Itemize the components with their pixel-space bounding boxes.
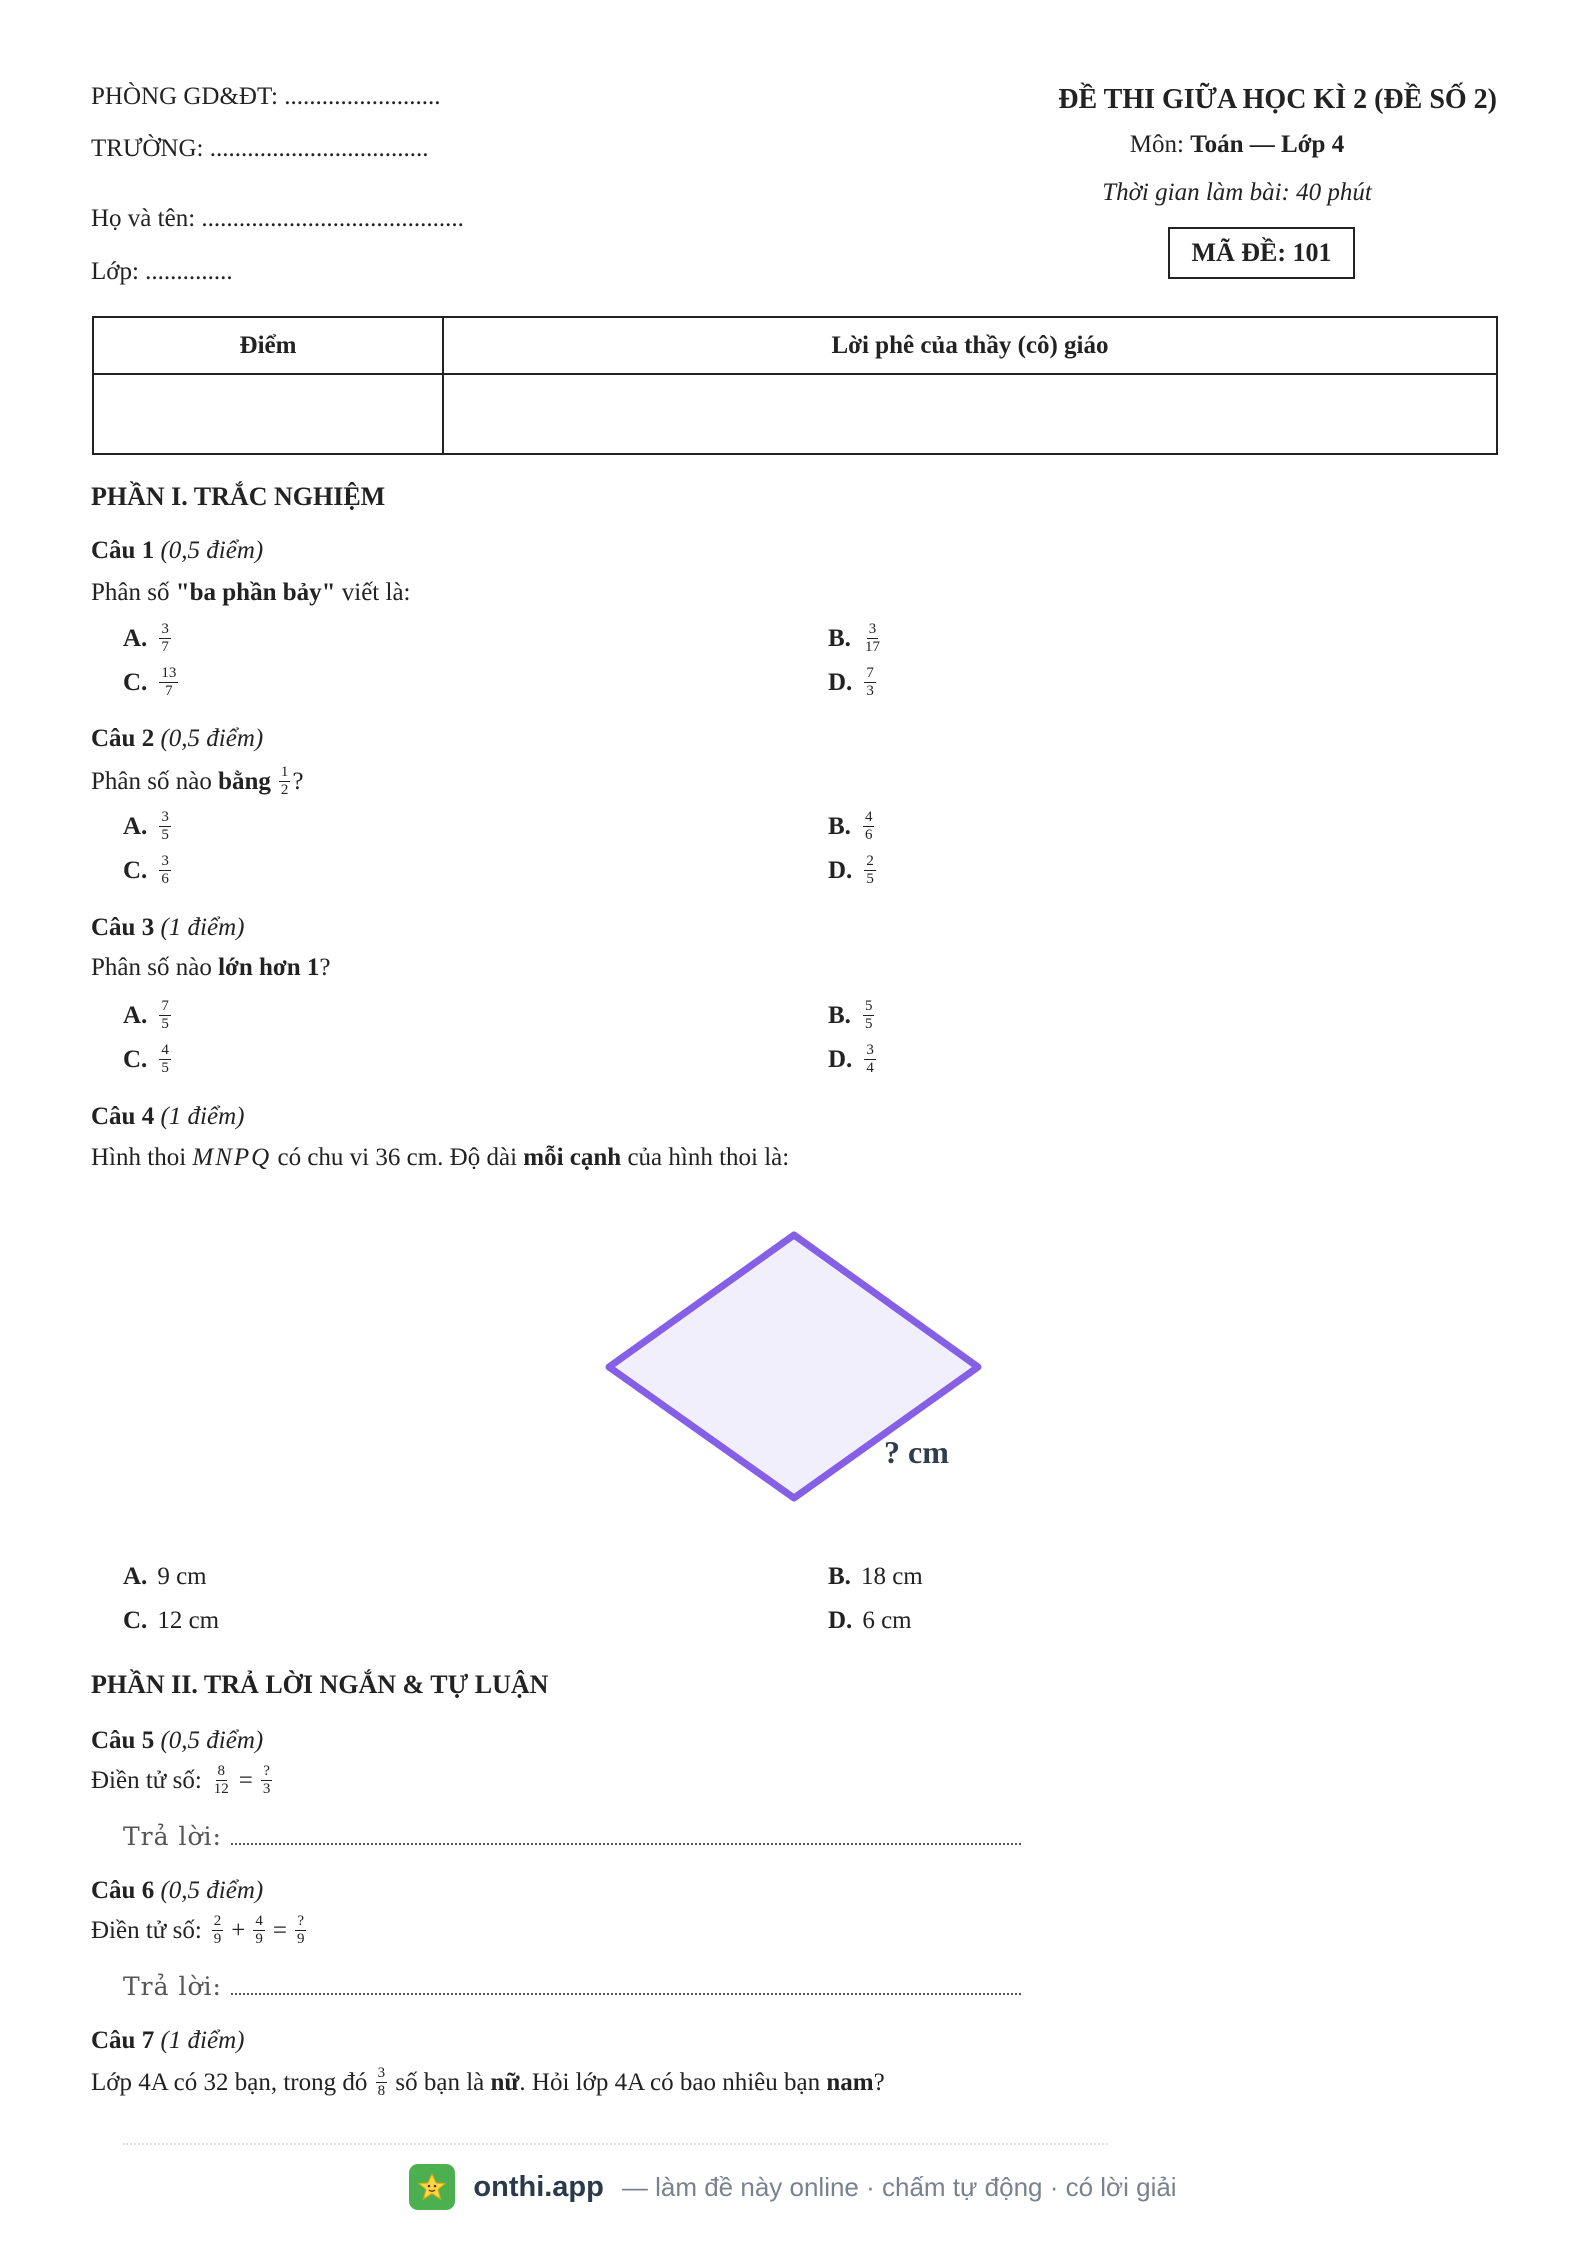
- brand-link[interactable]: onthi.app: [473, 2170, 604, 2203]
- denominator: 5: [866, 871, 874, 887]
- q4-option-a[interactable]: [123, 1563, 207, 1591]
- denominator: 12: [213, 1781, 229, 1797]
- footer-banner[interactable]: [0, 2164, 1586, 2210]
- q4-label: Câu 4: [91, 1103, 155, 1130]
- option-text: 18 cm: [860, 1563, 923, 1590]
- q4-points: (1 điểm): [160, 1103, 245, 1130]
- option-text: 6 cm: [862, 1607, 912, 1634]
- fraction: [159, 622, 171, 655]
- q4-heading: [91, 1103, 244, 1131]
- option-label: B.: [828, 812, 851, 840]
- option-label: D.: [828, 856, 853, 884]
- option-label: B.: [828, 624, 851, 652]
- fraction: [212, 1914, 224, 1947]
- denominator: 9: [297, 1931, 305, 1947]
- numerator: 7: [866, 665, 874, 681]
- q2-heading: [91, 725, 263, 753]
- fraction: [159, 666, 178, 699]
- star-icon: [416, 2171, 448, 2203]
- option-label: C.: [123, 668, 148, 696]
- q1-option-d[interactable]: [828, 666, 878, 699]
- q6-prompt: Điền tử số:: [91, 1916, 202, 1944]
- rhombus-figure: [600, 1228, 990, 1508]
- q4-text-a: Hình thoi: [91, 1144, 193, 1171]
- denominator: 5: [864, 1016, 873, 1032]
- fraction: [864, 666, 876, 699]
- denominator: 3: [866, 683, 874, 699]
- answer-label: Trả lời:: [123, 1972, 222, 2001]
- numerator: 3: [377, 2065, 386, 2081]
- denominator: 6: [161, 871, 169, 887]
- subject-line: [977, 131, 1497, 159]
- q7-text-f: ?: [873, 2068, 885, 2096]
- q4-option-b[interactable]: [828, 1563, 923, 1591]
- q3-text-a: Phân số nào: [91, 954, 219, 981]
- fraction: [376, 2066, 388, 2099]
- part2-title: PHẦN II. TRẢ LỜI NGẮN & TỰ LUẬN: [91, 1670, 549, 1699]
- fraction: [863, 999, 875, 1032]
- equals-sign: =: [272, 1916, 287, 1944]
- q3-text-c: ?: [319, 954, 331, 981]
- numerator: 7: [161, 998, 169, 1014]
- subject-value: Toán — Lớp 4: [1190, 131, 1345, 158]
- q7-text-a: Lớp 4A có 32 bạn, trong đó: [91, 2068, 374, 2096]
- q5-points: (0,5 điểm): [160, 1727, 264, 1754]
- q7-text-d: . Hỏi lớp 4A có bao nhiêu bạn: [519, 2068, 827, 2096]
- option-label: D.: [828, 1607, 853, 1634]
- footer-divider: [123, 2143, 1108, 2145]
- q7-text-b: số bạn là: [389, 2068, 491, 2096]
- fraction: [212, 1764, 231, 1797]
- q3-text: [91, 954, 331, 982]
- denominator: 5: [161, 1060, 169, 1076]
- numerator: 8: [217, 1763, 226, 1779]
- q2-option-d[interactable]: [828, 854, 878, 887]
- denominator: 7: [161, 639, 169, 655]
- numerator: 4: [864, 809, 873, 825]
- q6-label: Câu 6: [91, 1877, 155, 1904]
- q2-label: Câu 2: [91, 725, 155, 752]
- q7-points: (1 điểm): [160, 2027, 245, 2054]
- numerator: 2: [866, 853, 874, 869]
- denominator: 3: [262, 1781, 271, 1797]
- q7-text-c: nữ: [490, 2068, 520, 2096]
- denominator: 8: [377, 2083, 386, 2099]
- denominator: 17: [864, 639, 880, 655]
- option-label: A.: [123, 624, 148, 652]
- q6-answer-line[interactable]: [123, 1972, 1021, 2001]
- equals-sign: =: [238, 1766, 253, 1794]
- q5-text: [91, 1764, 274, 1797]
- exam-title: ĐỀ THI GIỮA HỌC KÌ 2 (ĐỀ SỐ 2): [1058, 84, 1497, 115]
- subject-prefix: Môn:: [1129, 131, 1191, 158]
- numerator: 4: [255, 1913, 263, 1929]
- plus-sign: +: [231, 1916, 246, 1944]
- q5-heading: [91, 1727, 263, 1755]
- fraction: [159, 999, 171, 1032]
- numerator: 2: [213, 1913, 222, 1929]
- fraction: [864, 854, 876, 887]
- q2-option-b[interactable]: [828, 810, 876, 843]
- q3-option-d[interactable]: [828, 1043, 878, 1076]
- numerator: 1: [280, 764, 289, 780]
- numerator: 5: [864, 998, 873, 1014]
- q3-option-b[interactable]: [828, 999, 876, 1032]
- denominator: 9: [255, 1931, 263, 1947]
- q2-text-a: Phân số nào: [91, 767, 219, 795]
- student-name-line: Họ và tên: ..........................................: [91, 205, 464, 232]
- footer-tagline: — làm đề này online · chấm tự động · có lời giải: [621, 2171, 1177, 2202]
- q3-option-c[interactable]: [123, 1043, 173, 1076]
- q2-option-a[interactable]: [123, 810, 173, 843]
- fraction: [253, 1914, 265, 1947]
- q4-text: [91, 1144, 789, 1172]
- numerator: ?: [263, 1763, 270, 1779]
- answer-dots[interactable]: [231, 1977, 1021, 1995]
- exam-code-box: MÃ ĐỀ: 101: [1168, 227, 1355, 279]
- class-line: Lớp: ..............: [91, 258, 233, 285]
- q1-option-a[interactable]: [123, 622, 173, 655]
- q2-text: [91, 765, 304, 798]
- q1-heading: [91, 537, 263, 565]
- option-text: 9 cm: [157, 1563, 207, 1590]
- option-label: B.: [828, 1563, 851, 1590]
- q2-points: (0,5 điểm): [160, 725, 264, 752]
- option-text: 12 cm: [157, 1607, 220, 1634]
- fraction: [295, 1914, 307, 1947]
- q2-option-c[interactable]: [123, 854, 173, 887]
- denominator: 4: [866, 1060, 874, 1076]
- numerator: 3: [161, 853, 169, 869]
- option-label: C.: [123, 1607, 148, 1634]
- q4-text-b: có chu vi 36 cm. Độ dài: [271, 1144, 524, 1171]
- q1-text: [91, 579, 411, 607]
- fraction: [864, 1043, 876, 1076]
- option-label: A.: [123, 1563, 148, 1590]
- fraction: [261, 1764, 273, 1797]
- q6-heading: [91, 1877, 263, 1905]
- option-label: C.: [123, 1045, 148, 1073]
- q1-points: (0,5 điểm): [160, 537, 264, 564]
- numerator: 13: [161, 665, 177, 681]
- score-table: [92, 316, 1498, 455]
- q3-points: (1 điểm): [160, 914, 245, 941]
- answer-dots[interactable]: [231, 1827, 1021, 1845]
- q7-text-e: nam: [826, 2068, 874, 2096]
- answer-label: Trả lời:: [123, 1822, 222, 1851]
- q5-answer-line[interactable]: [123, 1822, 1021, 1851]
- fraction: [863, 810, 875, 843]
- q3-label: Câu 3: [91, 914, 155, 941]
- q4-text-d: của hình thoi là:: [621, 1144, 790, 1171]
- q7-text: [91, 2066, 885, 2099]
- q3-heading: [91, 914, 244, 942]
- option-label: A.: [123, 1001, 148, 1029]
- numerator: 3: [161, 809, 169, 825]
- part1-title: PHẦN I. TRẮC NGHIỆM: [91, 482, 386, 511]
- q1-label: Câu 1: [91, 537, 155, 564]
- q1-text-c: viết là:: [335, 579, 411, 606]
- q5-prompt: Điền tử số:: [91, 1766, 202, 1794]
- q2-text-b: bằng: [218, 767, 271, 795]
- numerator: 3: [161, 621, 169, 637]
- q1-text-a: Phân số: [91, 579, 176, 606]
- denominator: 9: [213, 1931, 222, 1947]
- q1-text-b: "ba phần bảy": [175, 579, 336, 606]
- denominator: 5: [161, 827, 169, 843]
- numerator: 3: [866, 1042, 874, 1058]
- rhombus-side-label: ? cm: [884, 1434, 949, 1470]
- time-limit: Thời gian làm bài: 40 phút: [1102, 179, 1372, 206]
- numerator: 3: [868, 621, 877, 637]
- q7-label: Câu 7: [91, 2027, 155, 2054]
- fraction: [159, 1043, 171, 1076]
- fraction: [279, 765, 291, 798]
- score-header: Điểm: [93, 317, 443, 374]
- q4-text-c: mỗi cạnh: [523, 1144, 622, 1171]
- fraction: [863, 622, 882, 655]
- q7-heading: [91, 2027, 244, 2055]
- q1-option-b[interactable]: [828, 622, 884, 655]
- q4-option-d[interactable]: [828, 1607, 912, 1635]
- comment-cell[interactable]: [443, 374, 1497, 454]
- score-cell[interactable]: [93, 374, 443, 454]
- fraction: [159, 854, 171, 887]
- denominator: 2: [280, 782, 289, 798]
- option-label: D.: [828, 1045, 853, 1073]
- q2-text-c: ?: [292, 767, 304, 795]
- numerator: 4: [161, 1042, 169, 1058]
- option-label: B.: [828, 1001, 851, 1029]
- fraction: [159, 810, 171, 843]
- numerator: ?: [297, 1913, 305, 1929]
- option-label: C.: [123, 856, 148, 884]
- q6-text: [91, 1914, 309, 1947]
- department-line: PHÒNG GD&ĐT: .........................: [91, 83, 441, 110]
- denominator: 6: [864, 827, 873, 843]
- q5-label: Câu 5: [91, 1727, 155, 1754]
- option-label: D.: [828, 668, 853, 696]
- q1-option-c[interactable]: [123, 666, 180, 699]
- comment-header: Lời phê của thầy (cô) giáo: [443, 317, 1497, 374]
- shape-name: MNPQ: [192, 1144, 272, 1171]
- q3-text-b: lớn hơn 1: [218, 954, 320, 981]
- q4-option-c[interactable]: [123, 1607, 219, 1635]
- denominator: 7: [165, 683, 173, 699]
- denominator: 5: [161, 1016, 169, 1032]
- option-label: A.: [123, 812, 148, 840]
- q6-points: (0,5 điểm): [160, 1877, 264, 1904]
- school-line: TRƯỜNG: ...................................: [91, 135, 429, 162]
- onthi-logo-icon[interactable]: [409, 2164, 455, 2210]
- q3-option-a[interactable]: [123, 999, 173, 1032]
